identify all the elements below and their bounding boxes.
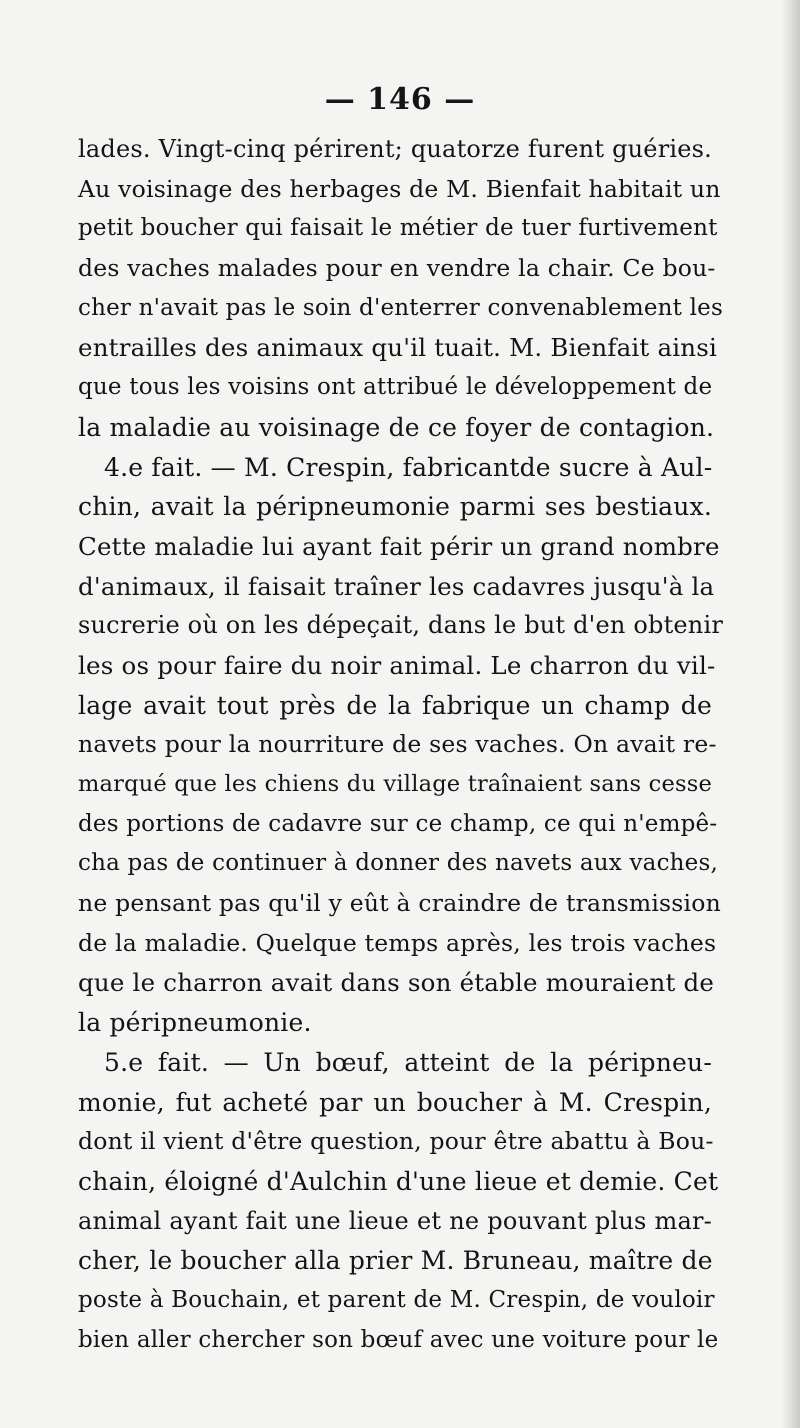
text-line: poste à Bouchain, et parent de M. Crespin, de vouloir: [78, 1286, 715, 1313]
paragraph-start-line: 5.e fait. — Un bœuf, atteint de la péripneu-: [104, 1047, 712, 1077]
text-line: entrailles des animaux qu'il tuait. M. Bienfait ainsi: [78, 333, 718, 363]
text-line: d'animaux, il faisait traîner les cadavres jusqu'à la: [78, 571, 715, 601]
text-line: la péripneumonie.: [78, 1008, 312, 1038]
text-line: des vaches malades pour en vendre la chair. Ce bou-: [78, 254, 716, 283]
text-line: chain, éloigné d'Aulchin d'une lieue et demie. Cet: [78, 1166, 719, 1196]
text-line: lage avait tout près de la fabrique un champ de: [78, 690, 712, 720]
text-line: bien aller chercher son bœuf avec une voiture pour le: [78, 1326, 719, 1353]
text-line: chin, avait la péripneumonie parmi ses bestiaux.: [78, 492, 712, 522]
text-line: que tous les voisins ont attribué le développement de: [78, 374, 713, 401]
text-line: monie, fut acheté par un boucher à M. Crespin,: [78, 1087, 712, 1117]
text-line: navets pour la nourriture de ses vaches. On avait re-: [78, 730, 717, 759]
text-line: que le charron avait dans son étable mouraient de: [78, 968, 715, 998]
page-gutter-shadow: [782, 0, 800, 1428]
text-line: cher n'avait pas le soin d'enterrer convenablement les: [78, 294, 723, 321]
text-line: cher, le boucher alla prier M. Bruneau, maître de: [78, 1246, 713, 1276]
text-line: marqué que les chiens du village traînaient sans cesse: [78, 771, 712, 797]
text-line: dont il vient d'être question, pour être abattu à Bou-: [78, 1127, 714, 1156]
text-line: Cette maladie lui ayant fait périr un grand nombre: [78, 531, 720, 561]
text-line: ne pensant pas qu'il y eût à craindre de transmission: [78, 889, 721, 918]
paragraph-start-line: 4.e fait. — M. Crespin, fabricantde sucre à Aul-: [104, 452, 713, 482]
text-line: sucrerie où on les dépeçait, dans le but d'en obtenir: [78, 611, 724, 640]
text-line: des portions de cadavre sur ce champ, ce qui n'empê-: [78, 810, 718, 837]
text-line: la maladie au voisinage de ce foyer de contagion.: [78, 412, 715, 442]
body-text: [78, 130, 724, 1360]
text-line: Au voisinage des herbages de M. Bienfait habitait un: [78, 174, 721, 203]
text-line: de la maladie. Quelque temps après, les trois vaches: [78, 928, 717, 957]
text-line: les os pour faire du noir animal. Le charron du vil-: [78, 650, 716, 680]
page-number: — 146 —: [324, 82, 476, 117]
text-line: petit boucher qui faisait le métier de tuer furtivement: [78, 215, 718, 242]
text-line: lades. Vingt-cinq périrent; quatorze furent guéries.: [78, 135, 712, 163]
text-line: animal ayant fait une lieue et ne pouvant plus mar-: [78, 1206, 712, 1235]
text-line: cha pas de continuer à donner des navets aux vaches,: [78, 850, 719, 877]
